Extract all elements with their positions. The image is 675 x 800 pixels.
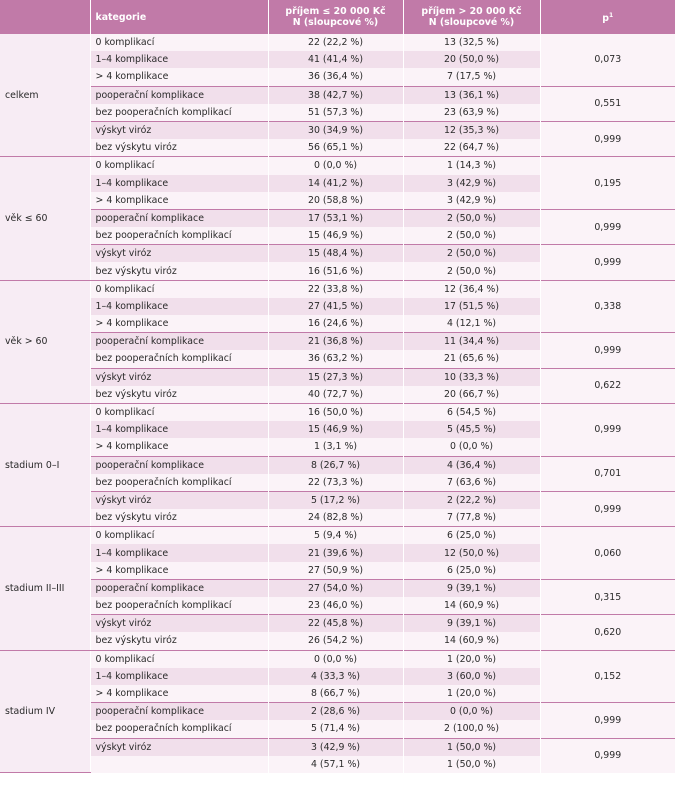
p-value-cell: 0,999 xyxy=(540,738,675,773)
income-high-cell: 21 (65,6 %) xyxy=(403,350,540,368)
category-cell: bez výskytu viróz xyxy=(90,509,268,527)
category-cell: 1–4 komplikace xyxy=(90,51,268,68)
income-low-cell: 21 (36,8 %) xyxy=(268,333,403,351)
category-cell: výskyt viróz xyxy=(90,615,268,633)
income-low-cell: 16 (50,0 %) xyxy=(268,403,403,421)
category-cell: bez výskytu viróz xyxy=(90,632,268,650)
income-low-cell: 8 (26,7 %) xyxy=(268,456,403,474)
income-high-cell: 12 (50,0 %) xyxy=(403,544,540,561)
income-low-cell: 24 (82,8 %) xyxy=(268,509,403,527)
income-high-cell: 2 (50,0 %) xyxy=(403,245,540,263)
income-low-cell: 22 (45,8 %) xyxy=(268,615,403,633)
income-low-cell: 4 (57,1 %) xyxy=(268,756,403,773)
income-low-cell: 27 (41,5 %) xyxy=(268,298,403,315)
header-category: kategorie xyxy=(90,0,268,34)
table-row xyxy=(0,527,675,545)
income-high-cell: 7 (17,5 %) xyxy=(403,68,540,86)
p-value-cell: 0,152 xyxy=(540,650,675,703)
income-high-cell: 2 (50,0 %) xyxy=(403,227,540,245)
income-high-cell: 2 (50,0 %) xyxy=(403,262,540,280)
income-low-cell: 5 (17,2 %) xyxy=(268,491,403,509)
table-row xyxy=(0,491,675,509)
table-row xyxy=(0,403,675,421)
income-high-cell: 9 (39,1 %) xyxy=(403,615,540,633)
header-group-cell xyxy=(0,0,90,34)
category-cell: bez výskytu viróz xyxy=(90,386,268,404)
header-income-low xyxy=(268,0,403,34)
income-low-cell: 5 (9,4 %) xyxy=(268,527,403,545)
income-high-cell: 1 (14,3 %) xyxy=(403,157,540,175)
p-value-cell: 0,999 xyxy=(540,121,675,156)
category-cell: pooperační komplikace xyxy=(90,209,268,227)
income-low-cell: 15 (46,9 %) xyxy=(268,227,403,245)
table-row xyxy=(0,650,675,668)
p-value-cell: 0,622 xyxy=(540,368,675,403)
category-cell: pooperační komplikace xyxy=(90,703,268,721)
income-high-cell: 3 (42,9 %) xyxy=(403,175,540,192)
income-high-cell: 11 (34,4 %) xyxy=(403,333,540,351)
income-low-cell: 15 (46,9 %) xyxy=(268,421,403,438)
income-low-cell: 22 (33,8 %) xyxy=(268,280,403,298)
category-cell: výskyt viróz xyxy=(90,738,268,756)
income-low-cell: 30 (34,9 %) xyxy=(268,121,403,139)
income-high-cell: 6 (54,5 %) xyxy=(403,403,540,421)
p-value-cell: 0,701 xyxy=(540,456,675,491)
income-low-cell: 38 (42,7 %) xyxy=(268,86,403,104)
income-high-cell: 7 (77,8 %) xyxy=(403,509,540,527)
income-high-cell: 20 (66,7 %) xyxy=(403,386,540,404)
income-high-cell: 22 (64,7 %) xyxy=(403,139,540,157)
category-cell: 0 komplikací xyxy=(90,157,268,175)
income-low-cell: 23 (46,0 %) xyxy=(268,597,403,615)
category-cell: bez výskytu viróz xyxy=(90,262,268,280)
income-low-cell: 40 (72,7 %) xyxy=(268,386,403,404)
table-row xyxy=(0,209,675,227)
income-high-cell: 4 (12,1 %) xyxy=(403,315,540,333)
income-low-cell: 15 (27,3 %) xyxy=(268,368,403,386)
header-income-high xyxy=(403,0,540,34)
income-high-cell: 13 (36,1 %) xyxy=(403,86,540,104)
table-row xyxy=(0,280,675,298)
income-high-cell: 6 (25,0 %) xyxy=(403,562,540,580)
income-low-cell: 5 (71,4 %) xyxy=(268,720,403,738)
income-high-cell: 12 (35,3 %) xyxy=(403,121,540,139)
p-value-cell: 0,999 xyxy=(540,491,675,526)
table-row xyxy=(0,579,675,597)
group-label: stadium II–III xyxy=(0,527,90,650)
income-low-cell: 0 (0,0 %) xyxy=(268,650,403,668)
income-high-cell: 6 (25,0 %) xyxy=(403,527,540,545)
header-p-value xyxy=(540,0,675,34)
income-high-cell: 12 (36,4 %) xyxy=(403,280,540,298)
category-cell: pooperační komplikace xyxy=(90,86,268,104)
income-high-cell: 10 (33,3 %) xyxy=(403,368,540,386)
table-row xyxy=(0,333,675,351)
category-cell: výskyt viróz xyxy=(90,121,268,139)
p-value-cell: 0,999 xyxy=(540,333,675,368)
income-low-cell: 16 (24,6 %) xyxy=(268,315,403,333)
category-cell: 1–4 komplikace xyxy=(90,668,268,685)
table-row xyxy=(0,121,675,139)
category-cell: 0 komplikací xyxy=(90,280,268,298)
income-low-cell: 21 (39,6 %) xyxy=(268,544,403,561)
income-high-cell: 9 (39,1 %) xyxy=(403,579,540,597)
income-low-cell: 17 (53,1 %) xyxy=(268,209,403,227)
table-row xyxy=(0,368,675,386)
group-label: celkem xyxy=(0,34,90,157)
income-low-cell: 27 (54,0 %) xyxy=(268,579,403,597)
category-cell: > 4 komplikace xyxy=(90,685,268,703)
category-cell: bez pooperačních komplikací xyxy=(90,474,268,492)
income-low-cell: 3 (42,9 %) xyxy=(268,738,403,756)
income-high-cell: 14 (60,9 %) xyxy=(403,632,540,650)
category-cell xyxy=(90,756,268,773)
income-low-cell: 8 (66,7 %) xyxy=(268,685,403,703)
income-low-cell: 2 (28,6 %) xyxy=(268,703,403,721)
income-high-cell: 14 (60,9 %) xyxy=(403,597,540,615)
category-cell: bez výskytu viróz xyxy=(90,139,268,157)
category-cell: 0 komplikací xyxy=(90,650,268,668)
category-cell: 1–4 komplikace xyxy=(90,298,268,315)
category-cell: bez pooperačních komplikací xyxy=(90,350,268,368)
income-low-cell: 4 (33,3 %) xyxy=(268,668,403,685)
income-high-cell: 2 (22,2 %) xyxy=(403,491,540,509)
income-high-cell: 23 (63,9 %) xyxy=(403,104,540,122)
p-value-cell: 0,060 xyxy=(540,527,675,580)
p-value-cell: 0,551 xyxy=(540,86,675,121)
category-cell: bez pooperačních komplikací xyxy=(90,227,268,245)
category-cell: bez pooperačních komplikací xyxy=(90,720,268,738)
income-high-cell: 1 (20,0 %) xyxy=(403,685,540,703)
category-cell: > 4 komplikace xyxy=(90,192,268,210)
p-value-cell: 0,073 xyxy=(540,34,675,86)
income-high-cell: 1 (50,0 %) xyxy=(403,738,540,756)
income-low-cell: 27 (50,9 %) xyxy=(268,562,403,580)
income-low-cell: 22 (22,2 %) xyxy=(268,34,403,51)
income-high-cell: 1 (20,0 %) xyxy=(403,650,540,668)
header-p-footnote: 1 xyxy=(609,11,614,19)
header-income-low-title: příjem ≤ 20 000 Kč xyxy=(285,6,386,17)
group-label: věk > 60 xyxy=(0,280,90,403)
p-value-cell: 0,999 xyxy=(540,703,675,738)
p-value-cell: 0,999 xyxy=(540,245,675,280)
income-high-cell: 3 (60,0 %) xyxy=(403,668,540,685)
p-value-cell: 0,999 xyxy=(540,403,675,456)
income-low-cell: 0 (0,0 %) xyxy=(268,157,403,175)
category-cell: 1–4 komplikace xyxy=(90,421,268,438)
table-row xyxy=(0,157,675,175)
table-header xyxy=(0,0,675,34)
table-row xyxy=(0,615,675,633)
table-row xyxy=(0,245,675,263)
p-value-cell: 0,338 xyxy=(540,280,675,333)
income-high-cell: 13 (32,5 %) xyxy=(403,34,540,51)
income-high-cell: 0 (0,0 %) xyxy=(403,703,540,721)
table-body xyxy=(0,34,675,773)
table-row xyxy=(0,34,675,51)
income-high-cell: 7 (63,6 %) xyxy=(403,474,540,492)
table-row xyxy=(0,456,675,474)
income-high-cell: 2 (50,0 %) xyxy=(403,209,540,227)
income-low-cell: 51 (57,3 %) xyxy=(268,104,403,122)
income-high-cell: 2 (100,0 %) xyxy=(403,720,540,738)
category-cell: > 4 komplikace xyxy=(90,68,268,86)
income-low-cell: 1 (3,1 %) xyxy=(268,438,403,456)
category-cell: pooperační komplikace xyxy=(90,456,268,474)
header-income-high-sub: N (sloupcové %) xyxy=(428,17,515,28)
category-cell: pooperační komplikace xyxy=(90,333,268,351)
header-income-high-title: příjem > 20 000 Kč xyxy=(421,6,522,17)
income-low-cell: 26 (54,2 %) xyxy=(268,632,403,650)
income-high-cell: 0 (0,0 %) xyxy=(403,438,540,456)
income-low-cell: 16 (51,6 %) xyxy=(268,262,403,280)
category-cell: 1–4 komplikace xyxy=(90,175,268,192)
category-cell: výskyt viróz xyxy=(90,491,268,509)
income-high-cell: 4 (36,4 %) xyxy=(403,456,540,474)
income-high-cell: 1 (50,0 %) xyxy=(403,756,540,773)
category-cell: 0 komplikací xyxy=(90,527,268,545)
category-cell: 1–4 komplikace xyxy=(90,544,268,561)
table-row xyxy=(0,86,675,104)
p-value-cell: 0,195 xyxy=(540,157,675,210)
income-high-cell: 3 (42,9 %) xyxy=(403,192,540,210)
income-low-cell: 56 (65,1 %) xyxy=(268,139,403,157)
category-cell: > 4 komplikace xyxy=(90,562,268,580)
category-cell: > 4 komplikace xyxy=(90,315,268,333)
income-low-cell: 36 (36,4 %) xyxy=(268,68,403,86)
category-cell: bez pooperačních komplikací xyxy=(90,597,268,615)
income-low-cell: 22 (73,3 %) xyxy=(268,474,403,492)
group-label: věk ≤ 60 xyxy=(0,157,90,280)
table-row xyxy=(0,703,675,721)
income-high-cell: 20 (50,0 %) xyxy=(403,51,540,68)
group-label: stadium IV xyxy=(0,650,90,773)
income-low-cell: 14 (41,2 %) xyxy=(268,175,403,192)
category-cell: 0 komplikací xyxy=(90,34,268,51)
header-p-label: p xyxy=(602,13,610,25)
income-low-cell: 20 (58,8 %) xyxy=(268,192,403,210)
table-row xyxy=(0,738,675,756)
income-high-cell: 5 (45,5 %) xyxy=(403,421,540,438)
income-low-cell: 36 (63,2 %) xyxy=(268,350,403,368)
category-cell: > 4 komplikace xyxy=(90,438,268,456)
p-value-cell: 0,315 xyxy=(540,579,675,614)
income-low-cell: 15 (48,4 %) xyxy=(268,245,403,263)
group-label: stadium 0–I xyxy=(0,403,90,526)
p-value-cell: 0,999 xyxy=(540,209,675,244)
income-high-cell: 17 (51,5 %) xyxy=(403,298,540,315)
category-cell: 0 komplikací xyxy=(90,403,268,421)
header-income-low-sub: N (sloupcové %) xyxy=(292,17,379,28)
category-cell: výskyt viróz xyxy=(90,245,268,263)
category-cell: bez pooperačních komplikací xyxy=(90,104,268,122)
category-cell: výskyt viróz xyxy=(90,368,268,386)
p-value-cell: 0,620 xyxy=(540,615,675,650)
income-low-cell: 41 (41,4 %) xyxy=(268,51,403,68)
category-cell: pooperační komplikace xyxy=(90,579,268,597)
